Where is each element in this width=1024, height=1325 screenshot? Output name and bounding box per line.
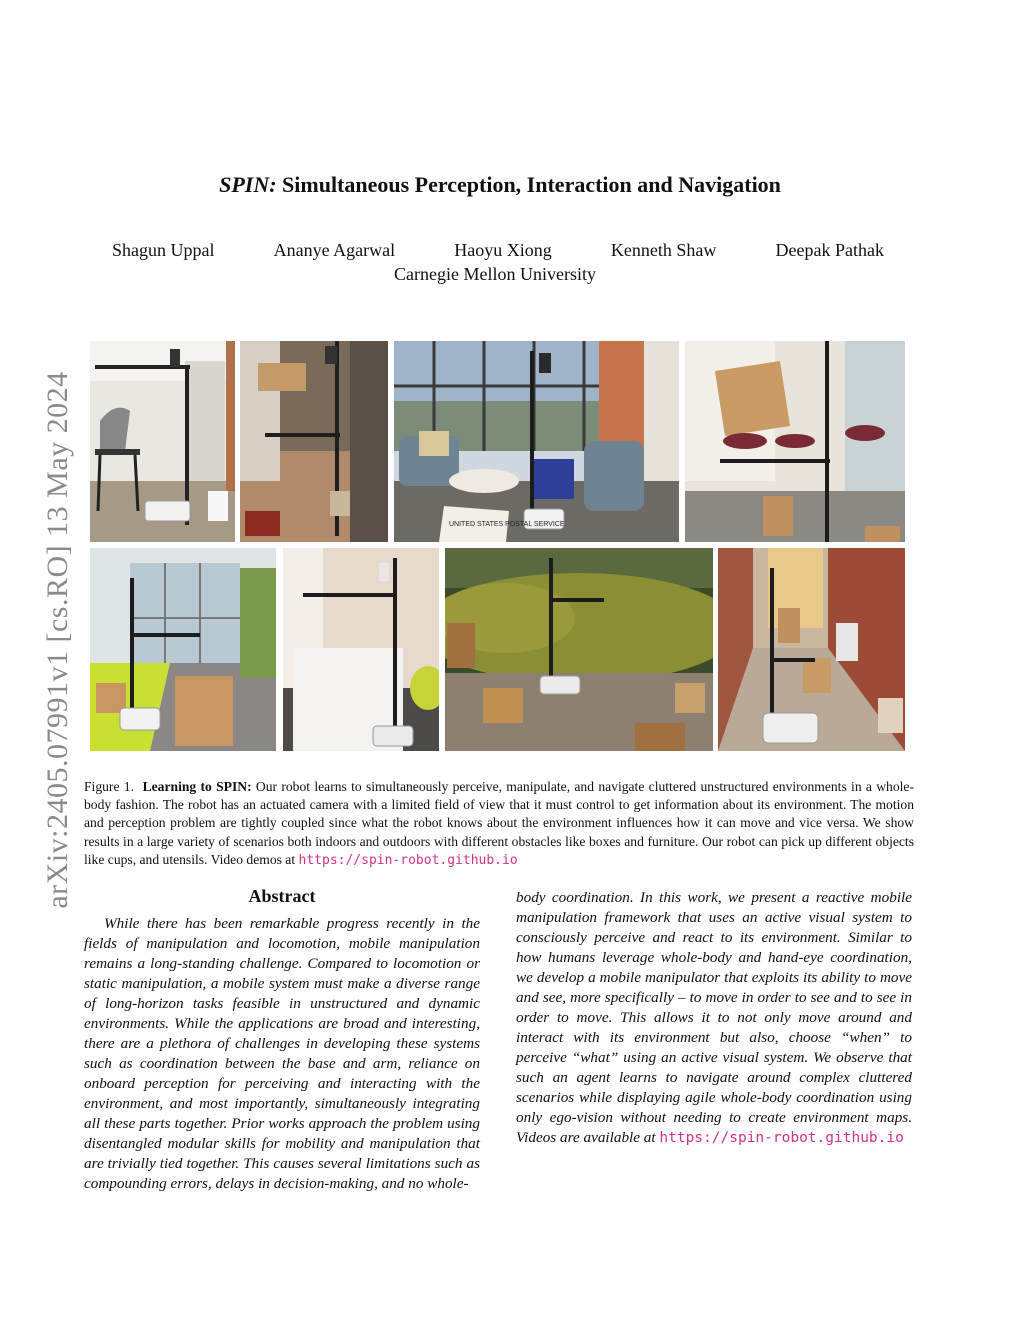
author: Ananye Agarwal <box>273 240 396 260</box>
photo-robot-outdoor-hedge <box>445 548 713 751</box>
photo-robot-lounge-window <box>394 341 679 542</box>
abstract-column-right <box>516 888 912 1148</box>
affiliation: Carnegie Mellon University <box>394 264 596 284</box>
paper-title <box>0 172 1000 198</box>
title-main: Simultaneous Perception, Interaction and Navigation <box>276 172 781 197</box>
author: Haoyu Xiong <box>454 240 552 260</box>
arxiv-identifier: arXiv:2405.07991v1 [cs.RO] 13 May 2024 <box>41 371 74 909</box>
caption-link[interactable]: https://spin-robot.github.io <box>298 852 518 868</box>
title-acronym: SPIN: <box>219 172 277 197</box>
author: Deepak Pathak <box>775 240 884 260</box>
abstract-text-right: body coordination. In this work, we present a reactive mobile manipulation framework that uses an active visual system to consciously perceive and react to its environment. Similar to how humans leverage whole-body and hand-eye coordination, we develop a mobile manipulator that exploits its ability to move and see, more specifically – to move in order to see and to see in order to move. This allows it to not only move around and interact with its environment but also, choose “when” to perceive “what” using an active visual system. We observe that such an agent learns to navigate around complex cluttered scenarios while displaying agile whole-body coordination using only ego-vision without needing to create environment maps. Videos are available at <box>516 889 912 1146</box>
author: Shagun Uppal <box>112 240 215 260</box>
photo-robot-hallway-box <box>240 341 388 542</box>
photo-robot-atrium <box>90 548 276 751</box>
photo-robot-brick-corridor <box>718 548 905 751</box>
photo-robot-office-chair <box>90 341 235 542</box>
photo-robot-white-wall <box>283 548 439 751</box>
photo-robot-lifting-box <box>685 341 905 542</box>
caption-label: Figure 1. <box>84 779 134 794</box>
abstract-column-left: While there has been remarkable progress recently in the fields of manipulation and locomotion, mobile manipulation remains a long-standing challenge. Compared to locomotion or static manipulation, a mobile system must make a diverse range of long-horizon tasks feasible in unstructured and dynamic environments. While the applications are broad and interesting, there are a plethora of challenges in developing these systems such as coordination between the base and arm, reliance on onboard perception for perceiving and interacting with the environment, and most importantly, simultaneously integrating all these parts together. Prior works approach the problem using disentangled modular skills for mobility and manipulation that are trivially tied together. This causes several limitations such as compounding errors, delays in decision-making, and no whole- <box>84 915 480 1192</box>
box-label: UNITED STATES POSTAL SERVICE <box>449 521 565 528</box>
author-list <box>112 240 884 261</box>
figure-caption <box>84 778 914 870</box>
abstract-link[interactable]: https://spin-robot.github.io <box>659 1130 904 1146</box>
caption-bold: Learning to SPIN: <box>142 779 252 794</box>
abstract-heading: Abstract <box>248 886 316 906</box>
author: Kenneth Shaw <box>610 240 717 260</box>
caption-text: Our robot learns to simultaneously perceive, manipulate, and navigate cluttered unstructured environments in a whole-body fashion. The robot has an actuated camera with a limited field of view that it must control to get information about its environment. The motion and perception problem are tightly coupled since what the robot knows about the environment influences how it can move and vice versa. We show results in a large variety of scenarios both indoors and outdoors with different obstacles like boxes and furniture. Our robot can pick up different objects like cups, and utensils. Video demos at <box>84 779 914 867</box>
